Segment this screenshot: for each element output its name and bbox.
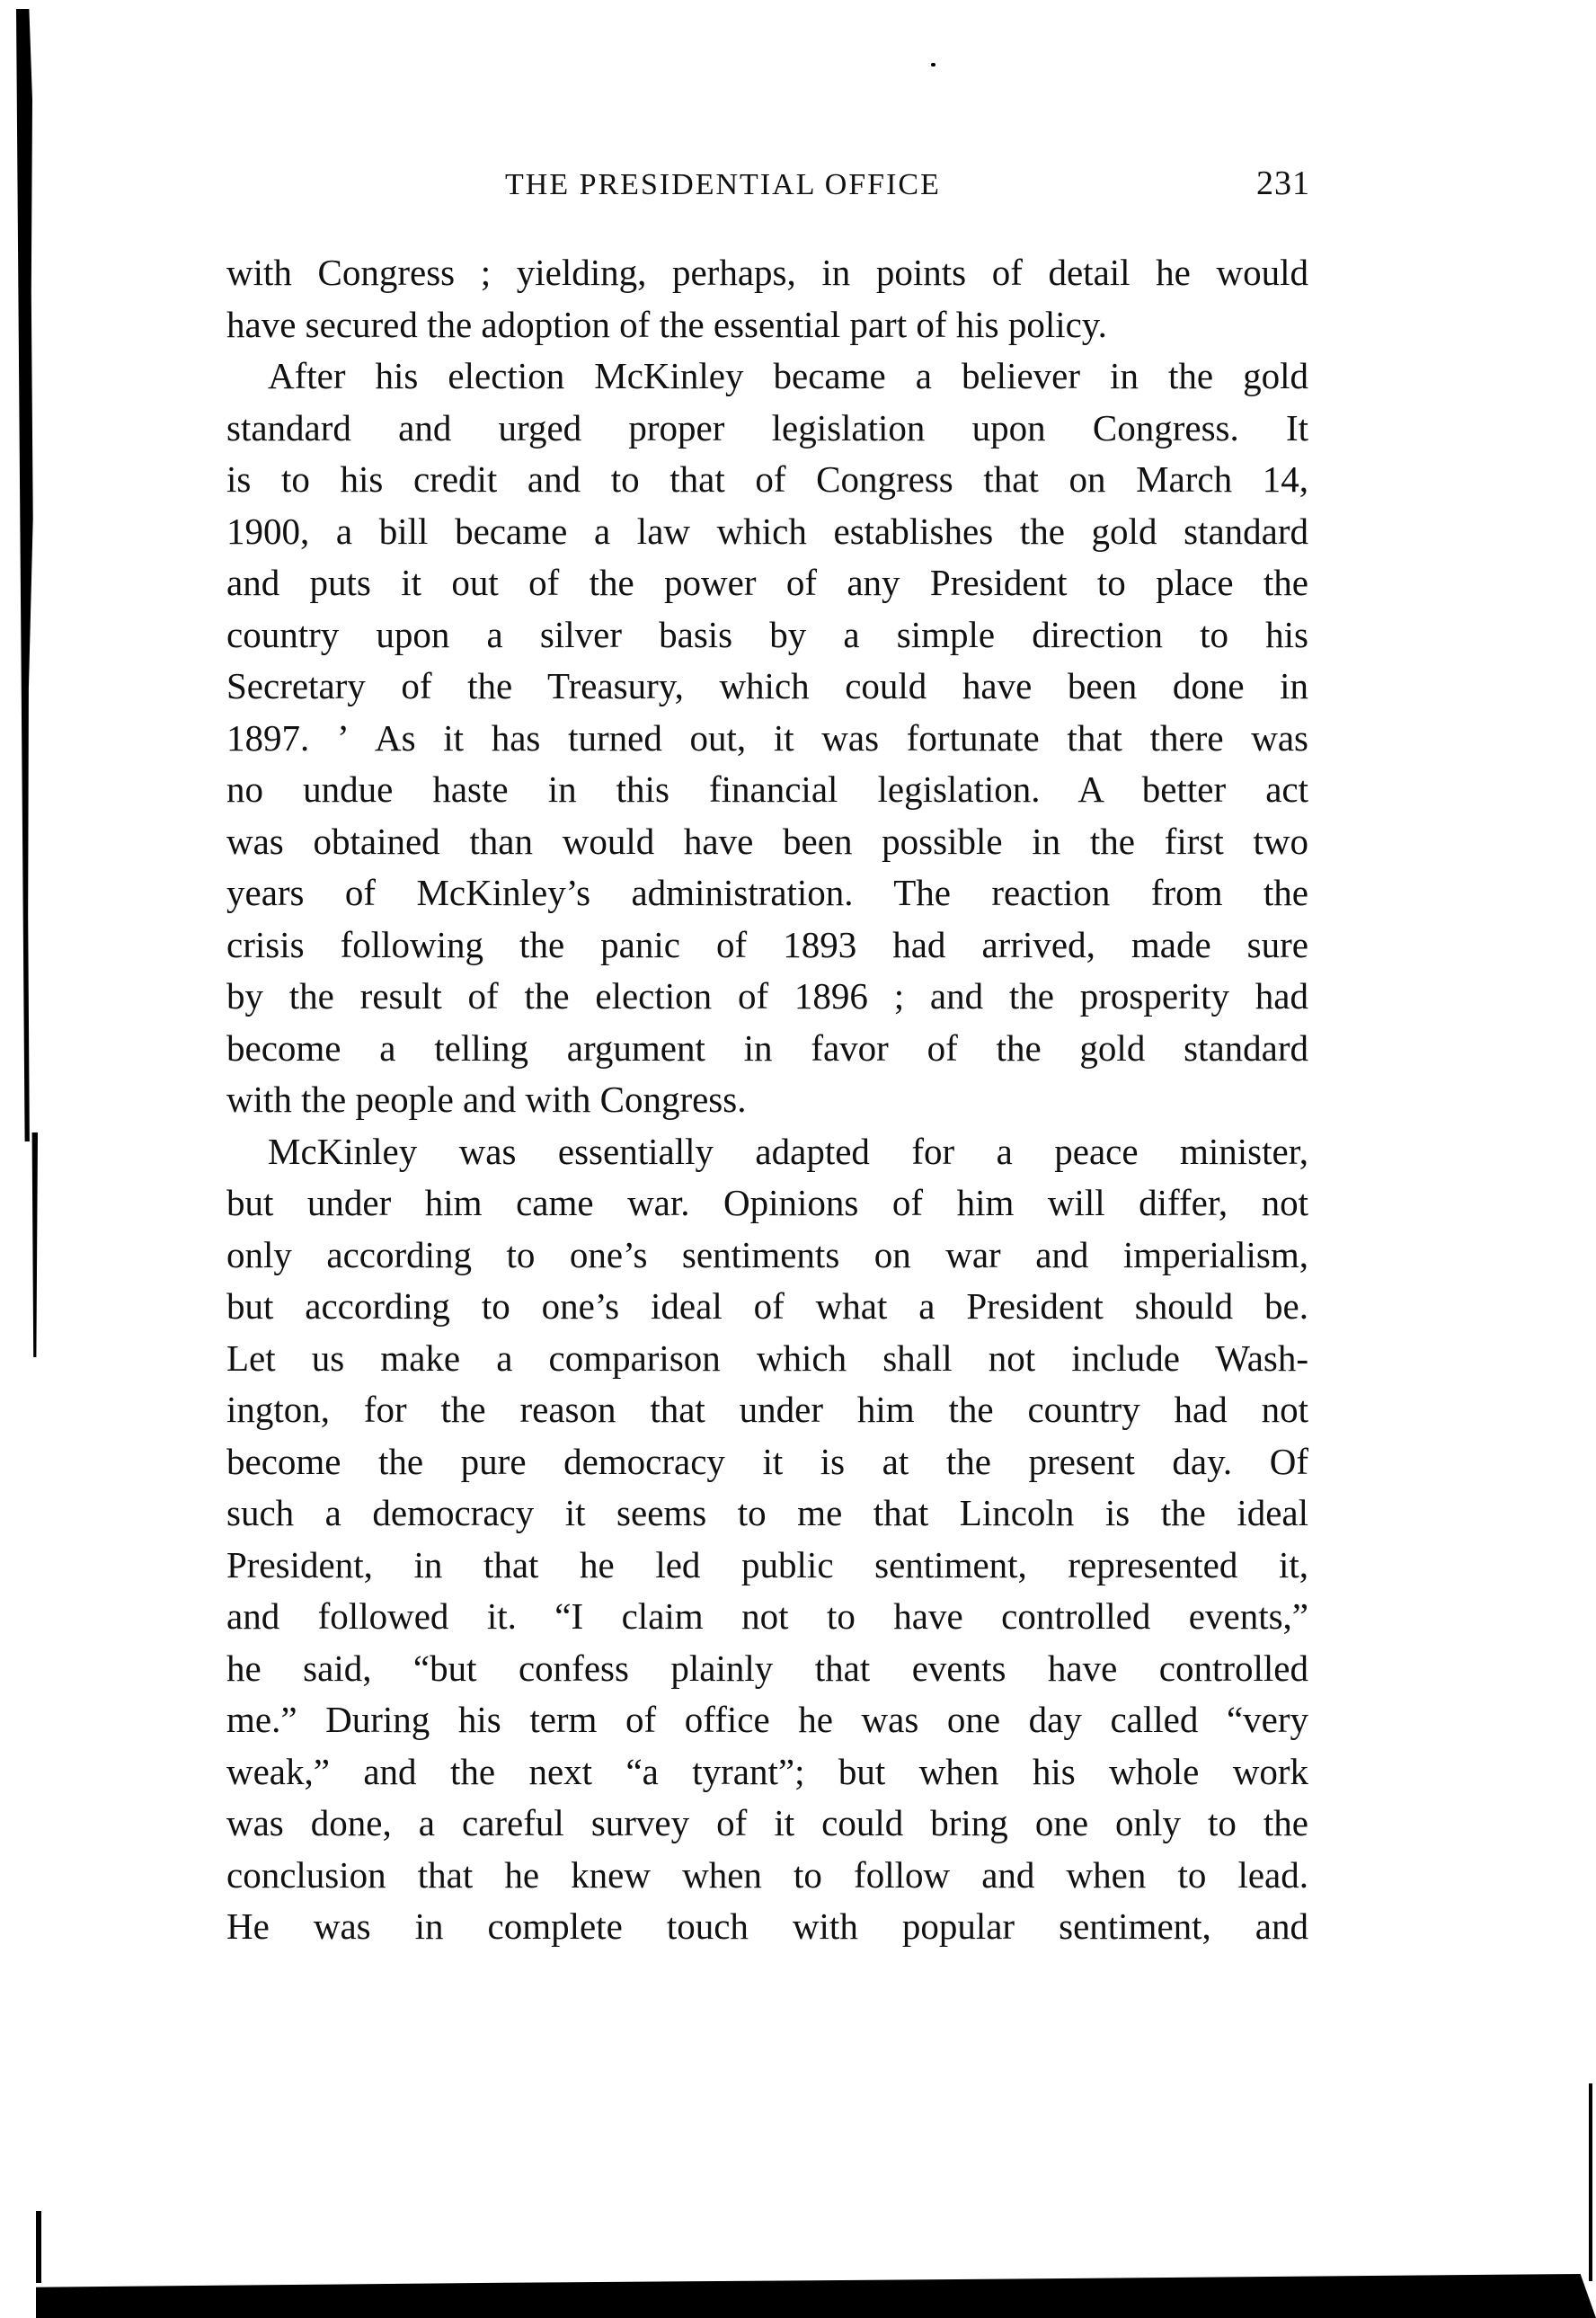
text-line: he said, “but confess plainly that events have controlled: [226, 1647, 1308, 1689]
text-line: such a democracy it seems to me that Lincoln is the ideal: [226, 1492, 1308, 1533]
text-line: 1900, a bill became a law which establishes the gold standard: [226, 510, 1308, 552]
text-line: He was in complete touch with popular sentiment, and: [226, 1905, 1308, 1947]
running-head: [505, 164, 1310, 209]
text-line: and puts it out of the power of any President to place the: [226, 562, 1308, 603]
paragraph: [226, 1126, 1308, 1953]
text-line: standard and urged proper legislation upon Congress. It: [226, 406, 1308, 449]
text-line: by the result of the election of 1896 ; and the prosperity had: [226, 975, 1308, 1017]
page-edge-bottom: [36, 2274, 1596, 2318]
text-line: Secretary of the Treasury, which could have been done in: [226, 665, 1308, 706]
page-number: 231: [1256, 164, 1310, 202]
text-line: become a telling argument in favor of the gold standard: [226, 1026, 1308, 1069]
text-line: crisis following the panic of 1893 had arrived, made sure: [226, 923, 1308, 965]
text-line: become the pure democracy it is at the present day. Of: [226, 1440, 1308, 1482]
text-line: with the people and with Congress.: [226, 1079, 747, 1120]
text-line: was obtained than would have been possible in the first two: [226, 820, 1308, 862]
text-line: only according to one’s sentiments on war and imperialism,: [226, 1233, 1308, 1275]
text-line: and followed it. “I claim not to have controlled events,”: [226, 1595, 1308, 1637]
text-line: but according to one’s ideal of what a President should be.: [226, 1285, 1308, 1327]
text-line: with Congress ; yielding, perhaps, in points of detail he would: [226, 252, 1308, 293]
running-title: THE PRESIDENTIAL OFFICE: [505, 168, 941, 201]
body-text: [226, 247, 1308, 1953]
text-line: years of McKinley’s administration. The reaction from the: [226, 872, 1308, 913]
text-line: President, in that he led public sentiment, represented it,: [226, 1543, 1308, 1585]
binding-shadow-lower: [31, 1132, 38, 1357]
text-line: country upon a silver basis by a simple direction to his: [226, 613, 1308, 655]
text-line: Let us make a comparison which shall not include Wash-: [226, 1337, 1308, 1379]
binding-shadow: [16, 9, 38, 1141]
text-line: me.” During his term of office he was one day called “very: [226, 1699, 1308, 1740]
text-line: 1897. ʼ As it has turned out, it was fortunate that there was: [226, 716, 1308, 759]
text-line: conclusion that he knew when to follow and when to lead.: [226, 1853, 1308, 1896]
text-line: but under him came war. Opinions of him will differ, not: [226, 1182, 1308, 1223]
paragraph: [226, 247, 1308, 351]
text-line: have secured the adoption of the essential part of his policy.: [226, 303, 1107, 345]
text-line: no undue haste in this financial legislation. A better act: [226, 768, 1308, 810]
text-line: ington, for the reason that under him the country had not: [226, 1389, 1308, 1430]
text-line: McKinley was essentially adapted for a peace minister,: [268, 1130, 1308, 1172]
text-line: weak,” and the next “a tyrant”; but when his whole work: [226, 1750, 1308, 1792]
page-edge-left: [36, 2211, 41, 2283]
scan-speck: [931, 63, 935, 67]
paragraph: [226, 351, 1308, 1126]
text-line: was done, a careful survey of it could bring one only to the: [226, 1802, 1308, 1843]
text-line: is to his credit and to that of Congress that on March 14,: [226, 458, 1308, 500]
page-edge-right: [1589, 2083, 1592, 2281]
text-line: After his election McKinley became a believer in the gold: [268, 355, 1308, 396]
